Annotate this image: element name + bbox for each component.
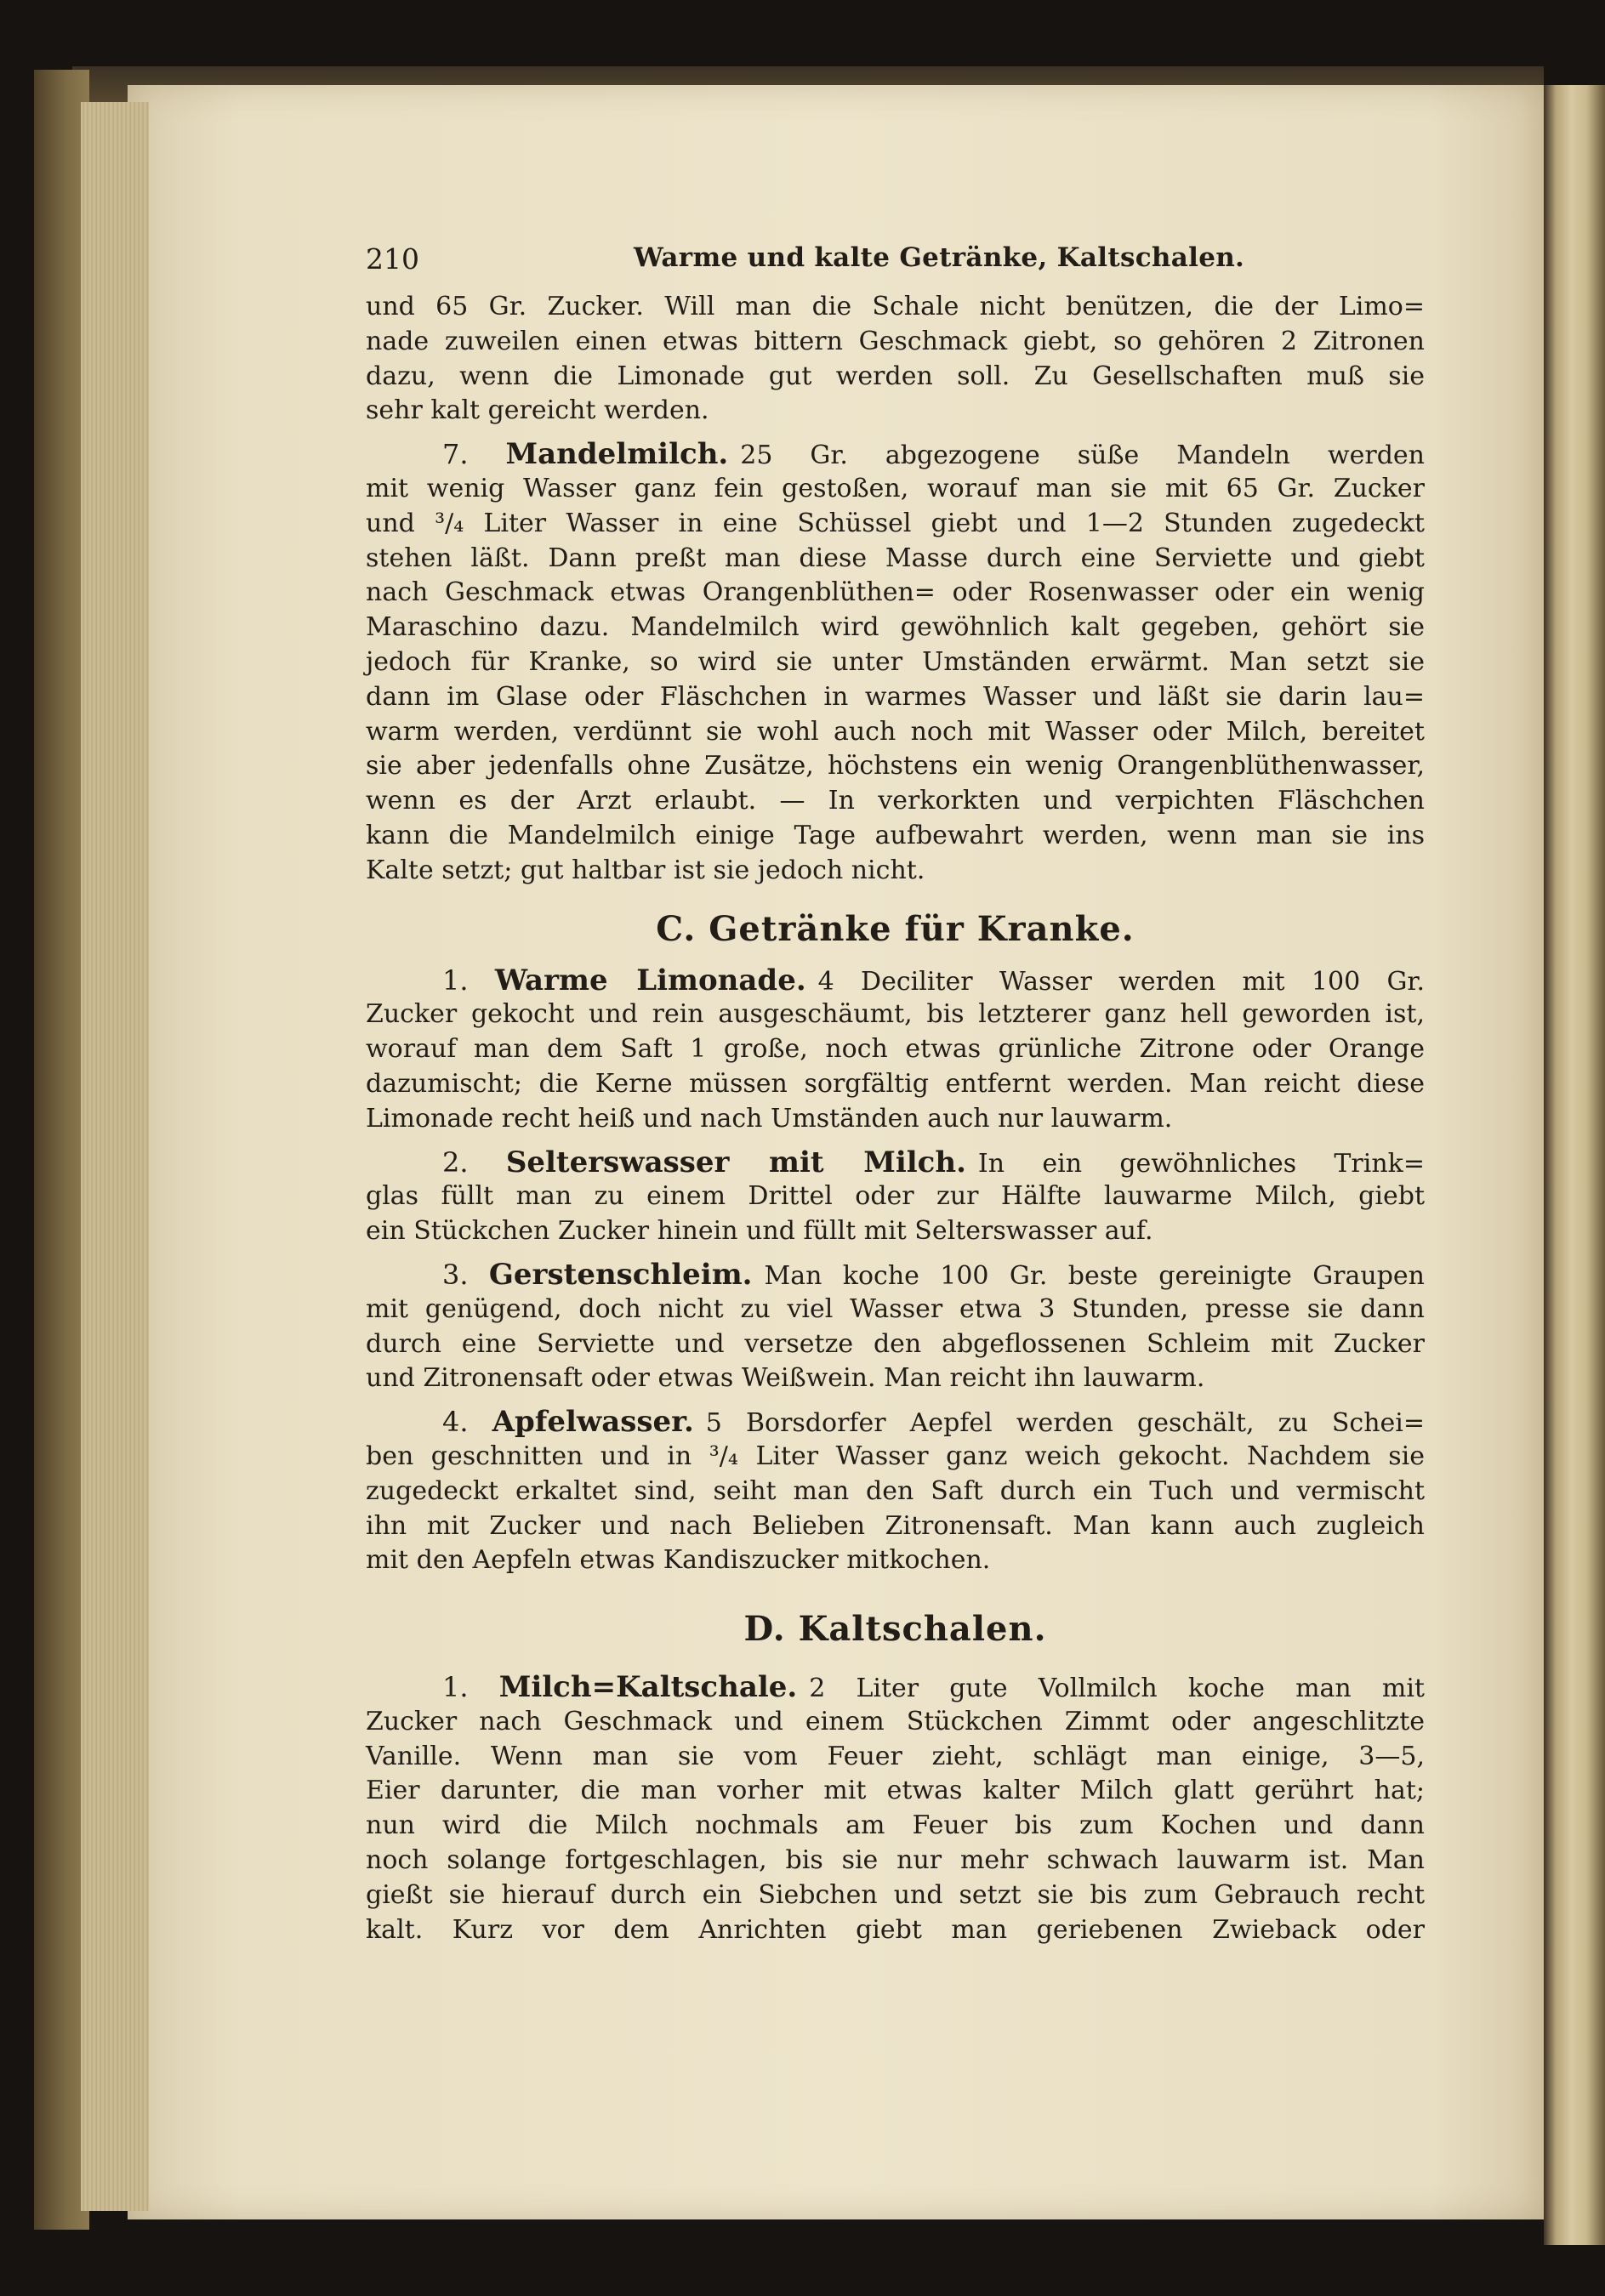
text-line: mit den Aepfeln etwas Kandiszucker mitkochen.	[366, 1545, 991, 1576]
text-line: gießt sie hierauf durch ein Siebchen und setzt sie bis zum Gebrauch recht	[366, 1879, 1425, 1910]
text-line: warm werden, verdünnt sie wohl auch noch mit Wasser oder Milch, bereitet	[366, 716, 1425, 747]
text-line: und ³/₄ Liter Wasser in eine Schüssel giebt und 1—2 Stunden zugedeckt	[366, 508, 1425, 538]
text-line: Eier darunter, die man vorher mit etwas kalter Milch glatt gerührt hat;	[366, 1776, 1425, 1806]
recipe-title: Mandelmilch.	[505, 437, 729, 472]
recipe-first-line	[366, 1670, 1425, 1705]
text-line: kann die Mandelmilch einige Tage aufbewahrt werden, wenn man sie ins	[366, 820, 1425, 850]
running-head: Warme und kalte Getränke, Kaltschalen.	[634, 242, 1245, 273]
recipe-selterswasser	[366, 1145, 1425, 1249]
page-header	[366, 242, 1425, 290]
text-line: stehen läßt. Dann preßt man diese Masse durch eine Serviette und giebt	[366, 543, 1425, 573]
recipe-text: 4 Deciliter Wasser werden mit 100 Gr.	[817, 966, 1425, 997]
text-line: nach Geschmack etwas Orangenblüthen= oder Rosenwasser oder ein wenig	[366, 577, 1425, 608]
recipe-text: 2 Liter gute Vollmilch koche man mit	[809, 1674, 1425, 1704]
recipe-title: Apfelwasser.	[492, 1405, 694, 1440]
recipe-title: Selterswasser mit Milch.	[505, 1145, 966, 1179]
recipe-first-line	[366, 437, 1425, 472]
recipe-title: Warme Limonade.	[494, 963, 806, 997]
text-line: jedoch für Kranke, so wird sie unter Umständen erwärmt. Man setzt sie	[366, 646, 1425, 677]
text-line: und Zitronensaft oder etwas Weißwein. Man reicht ihn lauwarm.	[366, 1363, 1205, 1394]
text-line: und 65 Gr. Zucker. Will man die Schale nicht benützen, die der Limo=	[366, 292, 1425, 321]
text-line: Vanille. Wenn man sie vom Feuer zieht, schlägt man einige, 3—5,	[366, 1741, 1425, 1771]
recipe-text: Man koche 100 Gr. beste gereinigte Graupen	[764, 1260, 1425, 1291]
recipe-first-line	[366, 1145, 1425, 1180]
text-line: zugedeckt erkaltet sind, seiht man den Saft durch ein Tuch und vermischt	[366, 1475, 1425, 1506]
recipe-apfelwasser	[366, 1405, 1425, 1578]
page-edges	[81, 102, 149, 2211]
text-line: mit genügend, doch nicht zu viel Wasser etwa 3 Stunden, presse sie dann	[366, 1293, 1425, 1324]
recipe-gerstenschleim	[366, 1258, 1425, 1396]
recipe-first-line	[366, 1258, 1425, 1293]
text-line: glas füllt man zu einem Drittel oder zur Hälfte lauwarme Milch, giebt	[366, 1181, 1425, 1212]
recipe-number: 3.	[442, 1258, 469, 1291]
text-line: kalt. Kurz vor dem Anrichten giebt man geriebenen Zwieback oder	[366, 1914, 1425, 1945]
text-line: wenn es der Arzt erlaubt. — In verkorkten und verpichten Fläschchen	[366, 786, 1425, 816]
text-line: Limonade recht heiß und nach Umständen auch nur lauwarm.	[366, 1103, 1173, 1134]
recipe-text: In ein gewöhnliches Trink=	[977, 1148, 1425, 1179]
text-line: ihn mit Zucker und nach Belieben Zitronensaft. Man kann auch zugleich	[366, 1510, 1425, 1541]
facing-page-edge	[1544, 85, 1605, 2245]
text-line: mit wenig Wasser ganz fein gestoßen, worauf man sie mit 65 Gr. Zucker	[366, 473, 1425, 503]
text-line: dann im Glase oder Fläschchen in warmes Wasser und läßt sie darin lau=	[366, 681, 1425, 712]
recipe-title: Gerstenschleim.	[488, 1257, 753, 1292]
text-line: sie aber jedenfalls ohne Zusätze, höchstens ein wenig Orangenblüthenwasser,	[366, 751, 1425, 781]
recipe-warme-limonade	[366, 963, 1425, 1137]
recipe-number: 1.	[442, 1671, 469, 1704]
recipe-number: 4.	[442, 1406, 469, 1439]
text-line: dazumischt; die Kerne müssen sorgfältig entfernt werden. Man reicht diese	[366, 1068, 1425, 1099]
recipe-text: 5 Borsdorfer Aepfel werden geschält, zu Schei=	[705, 1408, 1425, 1439]
text-line: ein Stückchen Zucker hinein und füllt mit Selterswasser auf.	[366, 1216, 1153, 1247]
page-number: 210	[366, 242, 419, 276]
text-line: dazu, wenn die Limonade gut werden soll. Zu Gesellschaften muß sie	[366, 361, 1425, 391]
recipe-number: 2.	[442, 1145, 469, 1179]
text-line: nade zuweilen einen etwas bittern Geschmack giebt, so gehören 2 Zitronen	[366, 326, 1425, 356]
section-heading-d: D. Kaltschalen.	[743, 1609, 1047, 1650]
text-line: ben geschnitten und in ³/₄ Liter Wasser ganz weich gekocht. Nachdem sie	[366, 1441, 1425, 1471]
text-line: noch solange fortgeschlagen, bis sie nur mehr schwach lauwarm ist. Man	[366, 1845, 1425, 1876]
text-line: Kalte setzt; gut haltbar ist sie jedoch nicht.	[366, 855, 925, 885]
text-line: Zucker gekocht und rein ausgeschäumt, bis letzterer ganz hell geworden ist,	[366, 999, 1425, 1030]
text-line: sehr kalt gereicht werden.	[366, 395, 709, 426]
section-heading-c: C. Getränke für Kranke.	[656, 908, 1135, 949]
recipe-number: 7.	[442, 438, 469, 471]
text-line: nun wird die Milch nochmals am Feuer bis zum Kochen und dann	[366, 1810, 1425, 1841]
recipe-first-line	[366, 963, 1425, 998]
text-line: Zucker nach Geschmack und einem Stückchen Zimmt oder angeschlitzte	[366, 1706, 1425, 1736]
recipe-first-line	[366, 1405, 1425, 1440]
intro-paragraph	[366, 290, 1425, 429]
text-line: worauf man dem Saft 1 große, noch etwas grünliche Zitrone oder Orange	[366, 1034, 1425, 1065]
recipe-milch-kaltschale	[366, 1670, 1425, 1947]
page-text	[366, 242, 1425, 1947]
text-line: Maraschino dazu. Mandelmilch wird gewöhnlich kalt gegeben, gehört sie	[366, 612, 1425, 643]
recipe-text: 25 Gr. abgezogene süße Mandeln werden	[740, 440, 1425, 471]
recipe-title: Milch=Kaltschale.	[498, 1670, 798, 1705]
recipe-mandelmilch	[366, 437, 1425, 888]
recipe-number: 1.	[442, 963, 469, 997]
text-line: durch eine Serviette und versetze den abgeflossenen Schleim mit Zucker	[366, 1328, 1425, 1359]
